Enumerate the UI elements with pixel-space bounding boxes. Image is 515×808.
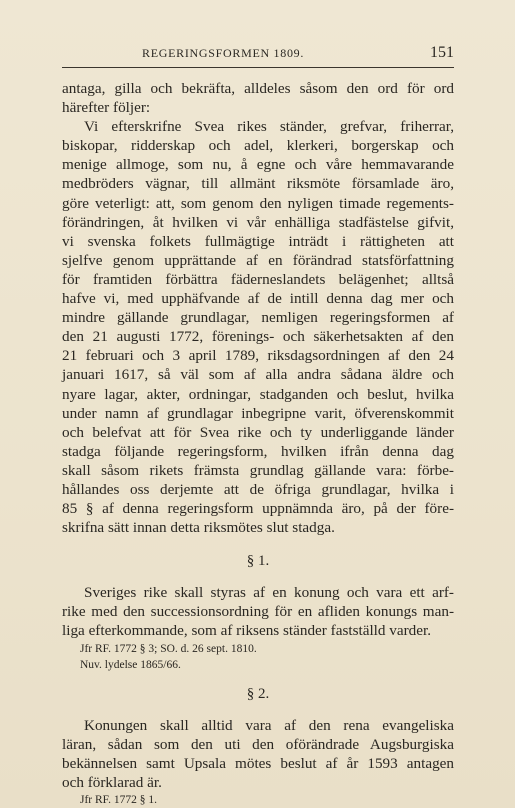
text-line: menige allmoge, som nu, å egne och våre hemmavarande [62,156,454,174]
text-line: hafve vi, med upphäfvande af de intill denna dag mer och [62,290,454,308]
section-heading: § 1. [246,553,270,570]
text-line: göre veterligt: att, som genom den nyligen timade regements- [62,194,454,212]
section-2-paragraph [62,716,454,792]
text-line: förändringen, åt hvilken vi vår enhälliga stadfästelse gifvit, [62,213,454,231]
text-line: Vi efterskrifne Svea rikes ständer, grefvar, friherrar, [84,118,454,136]
text-line: sjelfve genom upprättande af en förändrad statsförfattning [62,251,454,269]
header-rule [62,67,454,68]
cross-reference: Jfr RF. 1772 § 3; SO. d. 26 sept. 1810. [80,642,257,655]
running-title: REGERINGSFORMEN 1809. [142,46,305,60]
text-line: 85 § af denna regeringsform uppnämnda äro, på der före- [62,500,454,518]
spacer [62,571,454,583]
text-line: rike med den successionsordning för en afliden konungs man- [62,603,454,621]
spacer [62,537,454,552]
text-line: 21 februari och 3 april 1789, riksdagsordningen af den 24 [62,347,454,365]
text-line: stadga följande regeringsform, hvilken ifrån denna dag [62,442,454,460]
page-number: 151 [430,44,454,61]
text-line: under namn af grundlagar inbegripne varit, öfverenskommit [62,404,454,422]
text-line: härefter följer: [62,99,151,117]
text-line: läran, sådan som den uti den oförändrade Augsburgiska [62,735,454,753]
text-line: mindre gällande grundlagar, nemligen regeringsformen af [62,309,454,327]
text-line: bekännelsen samt Upsala mötes beslut af år 1593 antagen [62,754,454,772]
spacer [62,673,454,685]
page-header [62,44,454,66]
text-line: och förklarad är. [62,773,162,791]
text-line: biskopar, ridderskap och adel, klerkeri, borgerskap och [62,137,454,155]
amendment-note: Nuv. lydelse 1865/66. [80,658,181,671]
intro-paragraph [62,79,454,117]
text-line: för framtiden förbättra fäderneslandets belägenhet; alltså [62,270,454,288]
text-line: skrifna sätt innan detta riksmötes slut stadga. [62,519,335,537]
text-line: vi svenska folkets fullmägtige inträdt i rättigheten att [62,232,454,250]
text-line: hållandes oss derjemte att de öfriga grundlagar, hvilka i [62,480,454,498]
preamble-paragraph [62,117,454,537]
cross-reference: Jfr RF. 1772 § 1. [80,793,158,806]
body-text [62,79,454,808]
text-line: antaga, gilla och bekräfta, alldeles såsom den ord för ord [62,80,454,97]
text-line: liga efterkommande, som af riksens ständer fastställd varder. [62,622,432,640]
spacer [62,704,454,716]
text-line: Konungen skall alltid vara af den rena evangeliska [84,716,454,734]
text-line: och belefvat att för Svea rike och ty underliggande länder [62,423,454,441]
section-1-paragraph [62,583,454,640]
text-line: den 21 augusti 1772, förenings- och säkerhetsakten af den [62,328,454,346]
text-line: medbröders vägnar, till allmänt riksmöte församlade äro, [62,175,454,193]
text-line: skall såsom rikets främsta grundlag gällande vara: förbe- [62,461,454,479]
text-line: nyare lagar, akter, ordningar, stadganden och beslut, hvilka [62,385,454,403]
section-heading: § 2. [246,685,270,702]
text-line: januari 1617, så väl som af alla andra sådana äldre och [62,366,454,384]
text-line: Sveriges rike skall styras af en konung och vara ett arf- [84,584,454,602]
